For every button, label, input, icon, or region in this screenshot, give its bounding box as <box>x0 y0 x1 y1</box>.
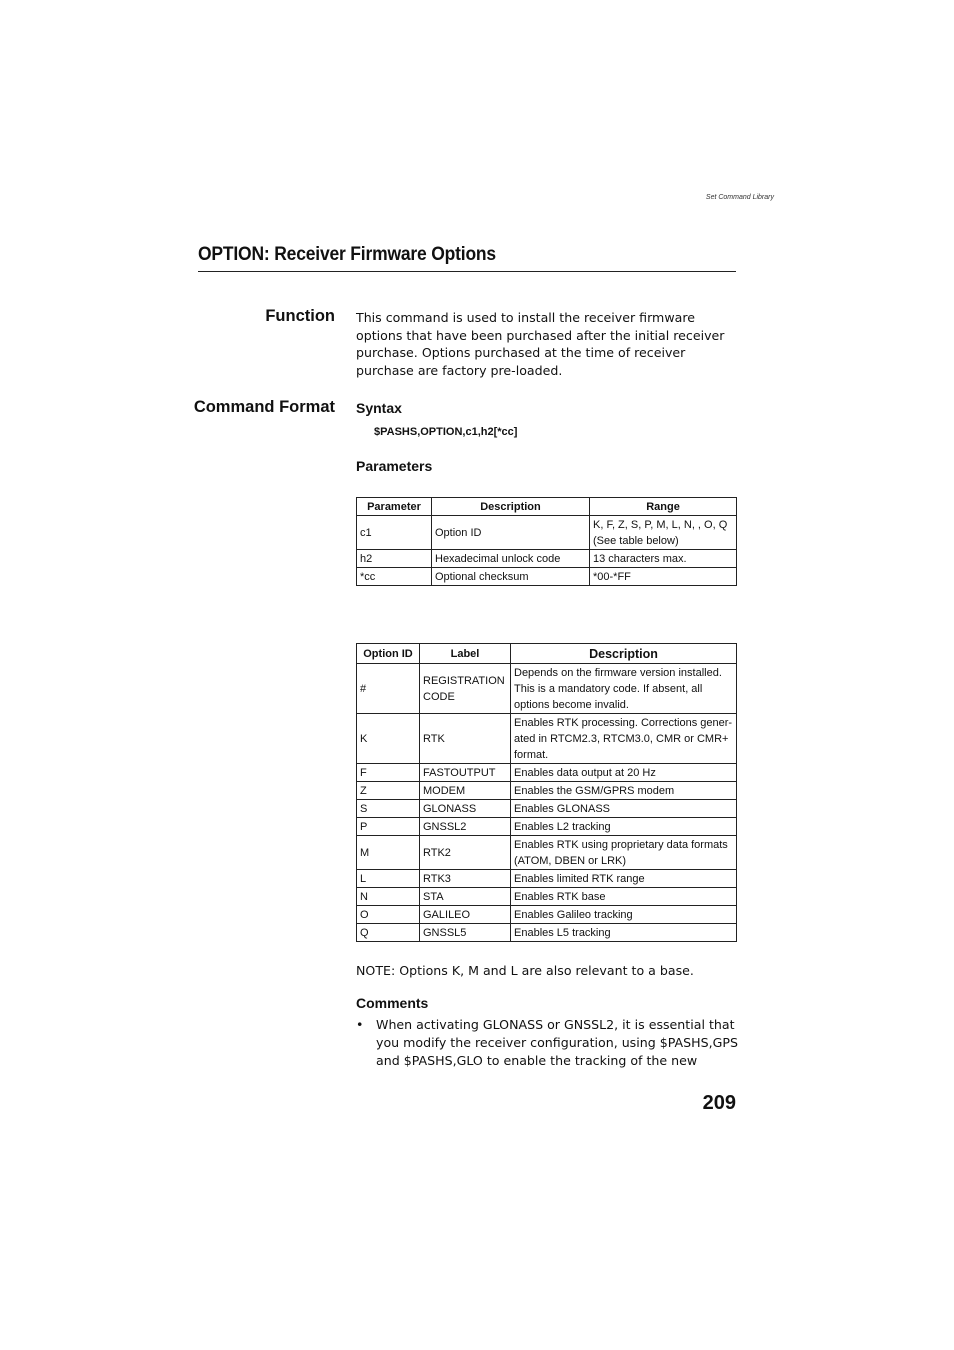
syntax-command: $PASHS,OPTION,c1,h2[*cc] <box>374 426 518 438</box>
table-cell: REGISTRATION CODE <box>420 664 511 714</box>
table-cell: K, F, Z, S, P, M, L, N, , O, Q (See table below) <box>590 516 737 550</box>
parameters-table <box>356 497 737 586</box>
table-row <box>357 818 737 836</box>
table-cell: GALILEO <box>420 906 511 924</box>
table-row <box>357 516 737 550</box>
table-cell: N <box>357 888 420 906</box>
table-cell: c1 <box>357 516 432 550</box>
table-cell: Enables L5 tracking <box>511 924 737 942</box>
table-row <box>357 836 737 870</box>
table-row <box>357 888 737 906</box>
column-header: Description <box>432 498 590 516</box>
table-cell: Hexadecimal unlock code <box>432 550 590 568</box>
table-cell: Enables RTK base <box>511 888 737 906</box>
page-title: OPTION: Receiver Firmware Options <box>198 244 496 265</box>
table-cell: RTK2 <box>420 836 511 870</box>
table-cell: Option ID <box>432 516 590 550</box>
table-cell: STA <box>420 888 511 906</box>
table-cell: L <box>357 870 420 888</box>
table-cell: RTK3 <box>420 870 511 888</box>
function-heading: Function <box>265 307 335 325</box>
table-cell: Enables limited RTK range <box>511 870 737 888</box>
column-header: Range <box>590 498 737 516</box>
table-cell: 13 characters max. <box>590 550 737 568</box>
table-cell: GLONASS <box>420 800 511 818</box>
table-cell: P <box>357 818 420 836</box>
table-cell: Enables RTK processing. Corrections gener-ated in RTCM2.3, RTCM3.0, CMR or CMR+ format. <box>511 714 737 764</box>
table-cell: Enables L2 tracking <box>511 818 737 836</box>
table-cell: *cc <box>357 568 432 586</box>
syntax-heading: Syntax <box>356 400 402 416</box>
table-cell: O <box>357 906 420 924</box>
table-cell: Depends on the firmware version installed. This is a mandatory code. If absent, all options become invalid. <box>511 664 737 714</box>
table-row <box>357 714 737 764</box>
table-row <box>357 870 737 888</box>
table-row <box>357 568 737 586</box>
table-row <box>357 924 737 942</box>
table-cell: h2 <box>357 550 432 568</box>
table-cell: S <box>357 800 420 818</box>
table-row <box>357 800 737 818</box>
table-cell: Enables Galileo tracking <box>511 906 737 924</box>
table-cell: GNSSL2 <box>420 818 511 836</box>
table-cell: K <box>357 714 420 764</box>
options-table <box>356 643 737 942</box>
table-cell: Enables RTK using proprietary data formats (ATOM, DBEN or LRK) <box>511 836 737 870</box>
table-cell: Enables the GSM/GPRS modem <box>511 782 737 800</box>
column-header: Option ID <box>357 644 420 664</box>
command-format-heading: Command Format <box>193 398 335 416</box>
table-cell: MODEM <box>420 782 511 800</box>
list-item-text: When activating GLONASS or GNSSL2, it is essential that you modify the receiver configuration, using $PASHS,GPS and $PASHS,GLO to enable the tracking of the new <box>376 1017 738 1068</box>
table-row <box>357 906 737 924</box>
table-cell: GNSSL5 <box>420 924 511 942</box>
column-header: Label <box>420 644 511 664</box>
bullet-icon: • <box>356 1017 364 1032</box>
table-cell: Q <box>357 924 420 942</box>
comments-heading: Comments <box>356 995 429 1011</box>
table-header-row <box>357 644 737 664</box>
table-cell: F <box>357 764 420 782</box>
table-cell: Optional checksum <box>432 568 590 586</box>
function-text: This command is used to install the receiver firmware options that have been purchased after the initial receiver purchase. Options purchased at the time of receiver purchase are factory pre-loaded. <box>356 310 725 378</box>
column-header: Description <box>511 644 737 664</box>
list-item <box>356 1016 740 1070</box>
table-row <box>357 664 737 714</box>
parameters-heading: Parameters <box>356 458 433 474</box>
table-cell: Enables GLONASS <box>511 800 737 818</box>
running-header: Set Command Library <box>705 194 774 201</box>
table-cell: FASTOUTPUT <box>420 764 511 782</box>
table-cell: Z <box>357 782 420 800</box>
table-cell: M <box>357 836 420 870</box>
table-cell: *00-*FF <box>590 568 737 586</box>
table-row <box>357 782 737 800</box>
table-row <box>357 550 737 568</box>
title-divider <box>198 271 736 272</box>
table-header-row <box>357 498 737 516</box>
page-number: 209 <box>702 1092 736 1114</box>
table-cell: # <box>357 664 420 714</box>
table-cell: Enables data output at 20 Hz <box>511 764 737 782</box>
note-text: NOTE: Options K, M and L are also relevant to a base. <box>356 963 694 978</box>
table-row <box>357 764 737 782</box>
table-cell: RTK <box>420 714 511 764</box>
column-header: Parameter <box>357 498 432 516</box>
comments-list <box>356 1016 740 1070</box>
